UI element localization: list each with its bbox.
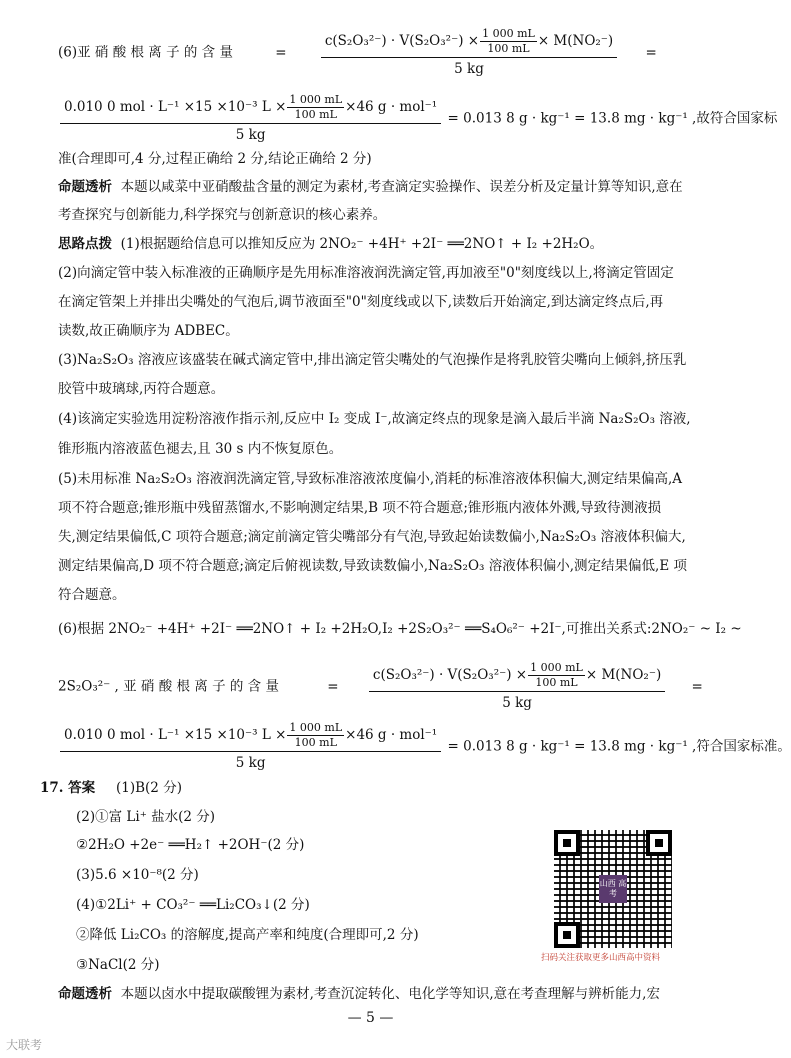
silu-label: 思路点拨: [58, 236, 112, 252]
q17-a4: (3)5.6 ×10⁻⁸(2 分): [76, 867, 199, 883]
qr-logo: 山西 高考: [599, 875, 627, 903]
q17-a1: (1)B(2 分): [116, 780, 182, 796]
q17-a7: ③NaCl(2 分): [76, 957, 160, 973]
mingti-label-1: 命题透析: [58, 179, 112, 195]
mingti-label-2: 命题透析: [58, 986, 112, 1002]
sec6a-label: (6)亚 硝 酸 根 离 子 的 含 量: [58, 44, 233, 61]
calc1-num-post: ×46 g · mol⁻¹: [345, 99, 438, 115]
sec6a-eq: =: [275, 44, 287, 61]
calc1-sfrac-d: 100 mL: [294, 108, 337, 121]
calc2-den: 5 kg: [235, 755, 266, 771]
sec6a-num-sfrac-n: 1 000 mL: [482, 27, 535, 40]
qr-finder-icon: [554, 830, 580, 856]
q17-a2: (2)①富 Li⁺ 盐水(2 分): [76, 809, 216, 825]
line-6-text: (1)根据题给信息可以推知反应为 2NO₂⁻ +4H⁺ +2I⁻ ══2NO↑ + I₂ +2H₂O。: [120, 236, 604, 252]
line-16: 失,测定结果偏低,C 项符合题意;滴定前滴定管尖嘴部分有气泡,导致起始读数偏小,Na₂S₂O₃ 溶液体积偏大,: [58, 529, 686, 545]
sec6a-den: 5 kg: [454, 61, 484, 77]
page-number: — 5 —: [347, 1010, 394, 1026]
sec6a-num-pre: c(S₂O₃²⁻) · V(S₂O₃²⁻) ×: [324, 33, 480, 49]
sec6b-num-sfrac-d: 100 mL: [535, 676, 578, 689]
qr-caption: 扫码关注获取更多山西高中资料: [541, 953, 661, 963]
line-12: (4)该滴定实验选用淀粉溶液作指示剂,反应中 I₂ 变成 I⁻,故滴定终点的现象是滴入最后半滴 Na₂S₂O₃ 溶液,: [58, 411, 691, 427]
q17-heading: 17. 答案: [40, 780, 96, 796]
calc1-den: 5 kg: [235, 127, 266, 143]
calc2-row: [58, 722, 791, 772]
sec6b-num-pre: c(S₂O₃²⁻) · V(S₂O₃²⁻) ×: [372, 667, 528, 683]
calc2-sfrac-n: 1 000 mL: [289, 721, 343, 734]
q17-a3: ②2H₂O +2e⁻ ══H₂↑ +2OH⁻(2 分): [76, 837, 305, 853]
calc2-num-post: ×46 g · mol⁻¹: [345, 727, 438, 743]
calc1-row: [58, 94, 777, 144]
qr-finder-icon: [646, 830, 672, 856]
sec6b-fraction: [369, 662, 665, 712]
line-15: 项不符合题意;锥形瓶中残留蒸馏水,不影响测定结果,B 项不符合题意;锥形瓶内液体外溅,导致待测液损: [58, 500, 662, 516]
watermark: 大联考: [6, 1038, 43, 1052]
line-13: 锥形瓶内溶液蓝色褪去,且 30 s 内不恢复原色。: [58, 441, 343, 457]
calc1-sfrac-n: 1 000 mL: [289, 93, 343, 106]
calc1-num-pre: 0.010 0 mol · L⁻¹ ×15 ×10⁻³ L ×: [64, 99, 287, 115]
line-14: (5)未用标准 Na₂S₂O₃ 溶液润洗滴定管,导致标准溶液浓度偏小,消耗的标准溶液体积偏大,测定结果偏高,A: [58, 471, 683, 487]
sec6a-fraction: [321, 28, 617, 78]
sec6b-num-post: × M(NO₂⁻): [585, 667, 662, 683]
line-18: 符合题意。: [58, 587, 126, 603]
sec6a-num-post: × M(NO₂⁻): [537, 33, 614, 49]
qr-finder-icon: [554, 922, 580, 948]
calc2-num-pre: 0.010 0 mol · L⁻¹ ×15 ×10⁻³ L ×: [64, 727, 287, 743]
line-19: (6)根据 2NO₂⁻ +4H⁺ +2I⁻ ══2NO↑ + I₂ +2H₂O,I₂ +2S₂O₃²⁻ ══S₄O₆²⁻ +2I⁻,可推出关系式:2NO₂⁻ ~ I₂ ~: [58, 621, 742, 637]
sec6b-eq: =: [327, 678, 339, 695]
sec6b-row: [58, 662, 703, 712]
q17-mingti: [58, 985, 660, 1003]
sec6b-eq2: =: [691, 678, 703, 695]
calc2-tail: = 0.013 8 g · kg⁻¹ = 13.8 mg · kg⁻¹ ,符合国家标准。: [447, 738, 791, 755]
calc2-fraction: [60, 722, 441, 772]
line-7: (2)向滴定管中装入标准液的正确顺序是先用标准溶液润洗滴定管,再加液至"0"刻度线以上,将滴定管固定: [58, 265, 674, 281]
line-5: 考查探究与创新能力,科学探究与创新意识的核心素养。: [58, 207, 387, 223]
sec6a-row: [58, 28, 657, 78]
line-3: 准(合理即可,4 分,过程正确给 2 分,结论正确给 2 分): [58, 151, 372, 167]
line-10: (3)Na₂S₂O₃ 溶液应该盛装在碱式滴定管中,排出滴定管尖嘴处的气泡操作是将乳胶管尖嘴向上倾斜,挤压乳: [58, 352, 687, 368]
calc1-fraction: [60, 94, 441, 144]
line-4-text: 本题以咸菜中亚硝酸盐含量的测定为素材,考查滴定实验操作、误差分析及定量计算等知识,意在: [120, 179, 683, 195]
sec6a-num-sfrac-d: 100 mL: [487, 42, 530, 55]
line-6: [58, 235, 603, 253]
sec6b-den: 5 kg: [502, 695, 532, 711]
sec6b-label: 2S₂O₃²⁻ , 亚 硝 酸 根 离 子 的 含 量: [58, 678, 279, 695]
line-4: [58, 178, 683, 196]
calc2-sfrac-d: 100 mL: [294, 736, 337, 749]
sec6a-eq2: =: [645, 44, 657, 61]
calc1-tail: = 0.013 8 g · kg⁻¹ = 13.8 mg · kg⁻¹ ,故符合国家标: [447, 110, 778, 127]
line-11: 胶管中玻璃球,丙符合题意。: [58, 381, 225, 397]
line-9: 读数,故正确顺序为 ADBEC。: [58, 323, 239, 339]
line-17: 测定结果偏高,D 项不符合题意;滴定后俯视读数,导致读数偏小,Na₂S₂O₃ 溶液体积偏小,测定结果偏低,E 项: [58, 558, 687, 574]
line-8: 在滴定管架上并排出尖嘴处的气泡后,调节液面至"0"刻度线或以下,读数后开始滴定,到达滴定终点后,再: [58, 294, 664, 310]
q17-mingti-text: 本题以卤水中提取碳酸锂为素材,考查沉淀转化、电化学等知识,意在考查理解与辨析能力,宏: [120, 986, 660, 1002]
q17-a6: ②降低 Li₂CO₃ 的溶解度,提高产率和纯度(合理即可,2 分): [76, 927, 419, 943]
q17-a5: (4)①2Li⁺ + CO₃²⁻ ══Li₂CO₃↓(2 分): [76, 897, 310, 913]
sec6b-num-sfrac-n: 1 000 mL: [530, 661, 583, 674]
qr-code[interactable]: [554, 830, 672, 948]
